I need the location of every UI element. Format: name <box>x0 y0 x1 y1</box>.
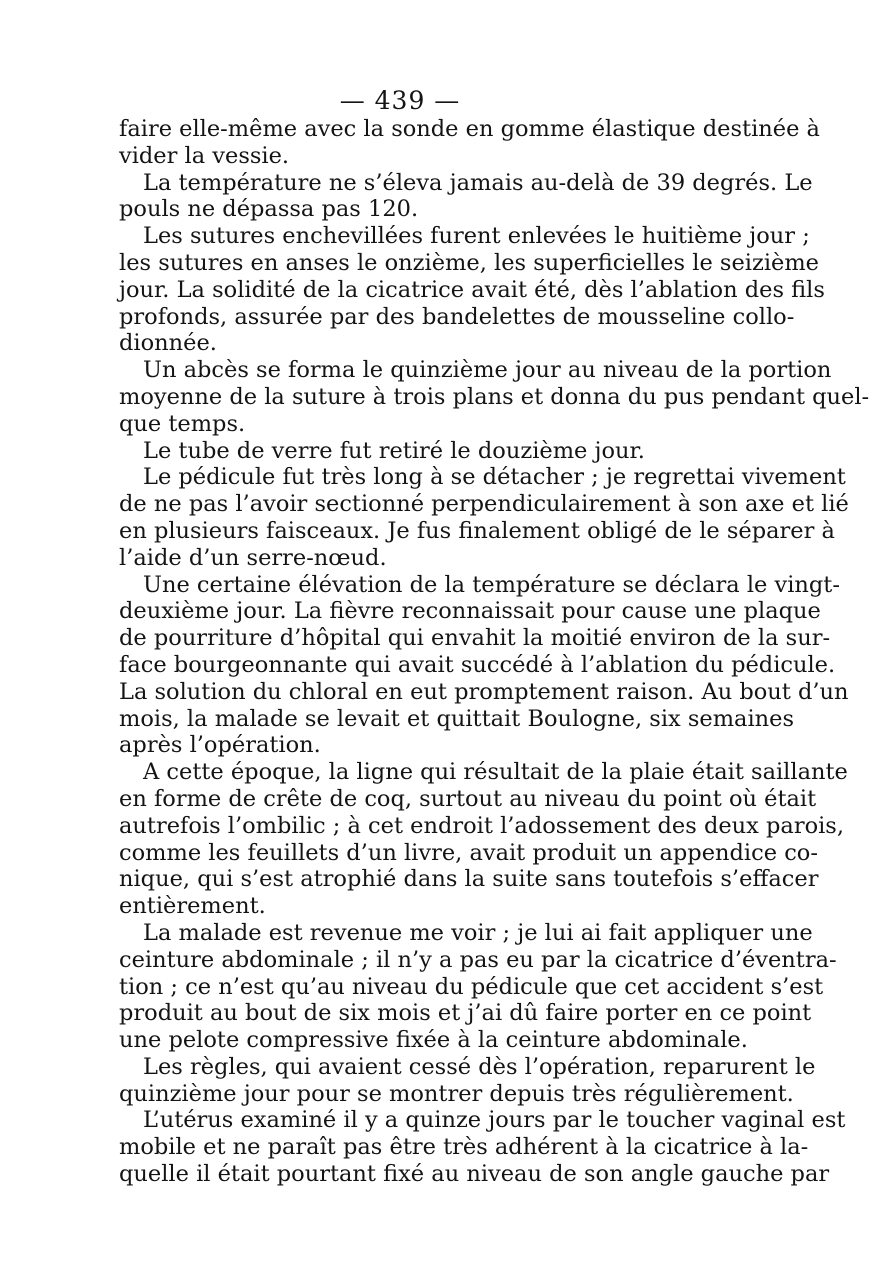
text-line: mois, la malade se levait et quittait Boulogne, six semaines <box>119 705 795 732</box>
text-line: en forme de crête de coq, surtout au niveau du point où était <box>119 785 817 812</box>
text-line: entièrement. <box>119 893 266 920</box>
text-line: dionnée. <box>119 330 217 357</box>
text-line: Une certaine élévation de la température se déclara le vingt- <box>143 571 840 598</box>
text-line: L’utérus examiné il y a quinze jours par le toucher vaginal est <box>143 1107 846 1134</box>
text-line: nique, qui s’est atrophié dans la suite sans toutefois s’effacer <box>119 866 819 893</box>
text-line: Un abcès se forma le quinzième jour au niveau de la portion <box>143 357 832 384</box>
text-line: l’aide d’un serre-nœud. <box>119 544 387 571</box>
body-text <box>119 116 869 1188</box>
text-line: profonds, assurée par des bandelettes de mousseline collo- <box>119 303 795 330</box>
text-line: une pelote compressive fixée à la ceinture abdominale. <box>119 1027 748 1054</box>
text-line: pouls ne dépassa pas 120. <box>119 196 419 223</box>
text-line: Les sutures enchevillées furent enlevées le huitième jour ; <box>143 223 810 250</box>
text-line: Les règles, qui avaient cessé dès l’opération, reparurent le <box>143 1053 816 1080</box>
text-line: faire elle-même avec la sonde en gomme élastique destinée à <box>119 116 820 142</box>
text-line: autrefois l’ombilic ; à cet endroit l’adossement des deux parois, <box>119 812 845 839</box>
text-line: deuxième jour. La fièvre reconnaissait pour cause une plaque <box>119 598 821 625</box>
text-line: ceinture abdominale ; il n’y a pas eu par la cicatrice d’éventra- <box>119 946 837 973</box>
text-line: moyenne de la suture à trois plans et donna du pus pendant quel- <box>119 383 869 410</box>
text-line: de pourriture d’hôpital qui envahit la moitié environ de la sur- <box>119 625 831 652</box>
text-line: en plusieurs faisceaux. Je fus finalement obligé de le séparer à <box>119 517 835 544</box>
text-line: comme les feuillets d’un livre, avait produit un appendice co- <box>119 839 818 866</box>
text-line: quinzième jour pour se montrer depuis très régulièrement. <box>119 1080 794 1107</box>
text-line: Le tube de verre fut retiré le douzième jour. <box>143 437 645 464</box>
text-line: La solution du chloral en eut promptement raison. Au bout d’un <box>119 678 849 705</box>
page-number: — 439 — <box>339 86 461 115</box>
text-line: vider la vessie. <box>119 142 290 169</box>
text-line: de ne pas l’avoir sectionné perpendiculairement à son axe et lié <box>119 491 849 518</box>
text-line: jour. La solidité de la cicatrice avait été, dès l’ablation des fils <box>119 276 825 303</box>
text-line: les sutures en anses le onzième, les superficielles le seizième <box>119 249 819 276</box>
text-line: La température ne s’éleva jamais au-delà de 39 degrés. Le <box>143 169 813 196</box>
text-line: face bourgeonnante qui avait succédé à l’ablation du pédicule. <box>119 651 836 678</box>
text-line: quelle il était pourtant fixé au niveau de son angle gauche par <box>119 1161 830 1188</box>
text-line: La malade est revenue me voir ; je lui ai fait appliquer une <box>143 919 813 946</box>
text-line: Le pédicule fut très long à se détacher ; je regrettai vivement <box>143 464 846 491</box>
text-line: que temps. <box>119 410 246 437</box>
text-line: A cette époque, la ligne qui résultait de la plaie était saillante <box>143 759 848 786</box>
text-line: produit au bout de six mois et j’ai dû faire porter en ce point <box>119 1000 812 1027</box>
text-line: tion ; ce n’est qu’au niveau du pédicule que cet accident s’est <box>119 973 824 1000</box>
text-line: mobile et ne paraît pas être très adhérent à la cicatrice à la- <box>119 1134 809 1161</box>
text-line: après l’opération. <box>119 732 321 759</box>
